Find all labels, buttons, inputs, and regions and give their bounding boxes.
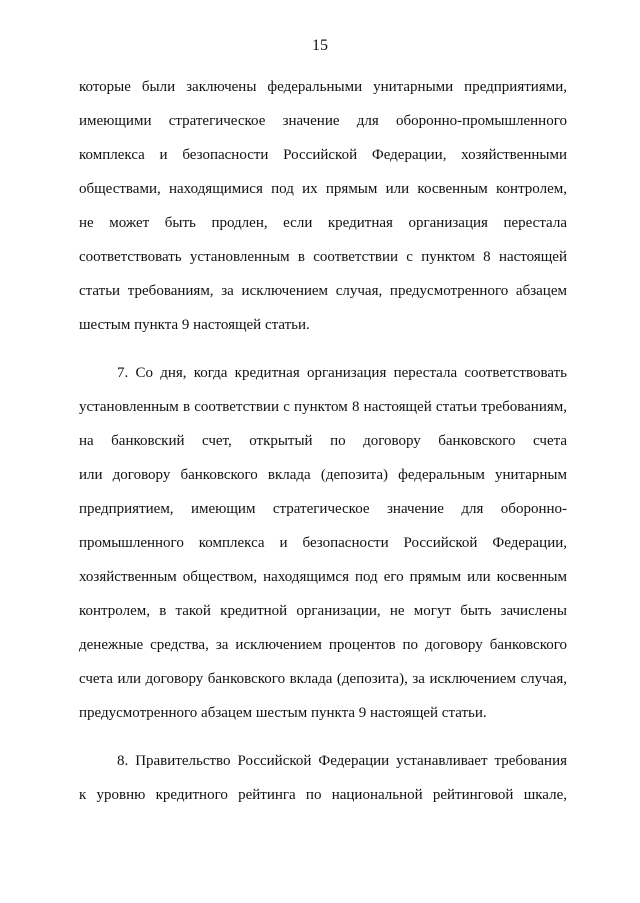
text-line: обществами, находящимися под их прямым или косвенным контролем, [79,181,567,197]
text-line: которые были заключены федеральными унитарными предприятиями, [79,79,567,95]
paragraph-gap [79,738,567,752]
text-line: предусмотренного абзацем шестым пункта 9 настоящей статьи. [79,705,487,721]
paragraph-gap [79,350,567,364]
text-line: установленным в соответствии с пунктом 8 настоящей статьи требованиям, [79,399,567,415]
text-line: промышленного комплекса и безопасности Российской Федерации, [79,535,567,551]
text-line: счета или договору банковского вклада (депозита), за исключением случая, [79,671,567,687]
page-number: 15 [312,37,328,54]
text-line: на банковский счет, открытый по договору банковского счета [79,433,567,449]
text-line: денежные средства, за исключением процентов по договору банковского [79,637,567,653]
text-line: контролем, в такой кредитной организации, не могут быть зачислены [79,603,567,619]
text-line: хозяйственным обществом, находящимся под его прямым или косвенным [79,569,567,585]
text-line: не может быть продлен, если кредитная организация перестала [79,215,567,231]
text-line: 7. Со дня, когда кредитная организация перестала соответствовать [117,365,567,381]
text-line: соответствовать установленным в соответствии с пунктом 8 настоящей [79,249,567,265]
text-line: или договору банковского вклада (депозита) федеральным унитарным [79,467,567,483]
text-line: к уровню кредитного рейтинга по национальной рейтинговой шкале, [79,787,567,803]
paragraph-continuation [79,78,567,350]
paragraph-item-7 [79,364,567,738]
text-line: статьи требованиям, за исключением случая, предусмотренного абзацем [79,283,567,299]
paragraph-item-8 [79,752,567,820]
document-body [79,78,567,820]
text-line: предприятием, имеющим стратегическое значение для оборонно- [79,501,567,517]
text-line: шестым пункта 9 настоящей статьи. [79,317,310,333]
text-line: 8. Правительство Российской Федерации устанавливает требования [117,753,567,769]
text-line: комплекса и безопасности Российской Федерации, хозяйственными [79,147,567,163]
text-line: имеющими стратегическое значение для оборонно-промышленного [79,113,567,129]
